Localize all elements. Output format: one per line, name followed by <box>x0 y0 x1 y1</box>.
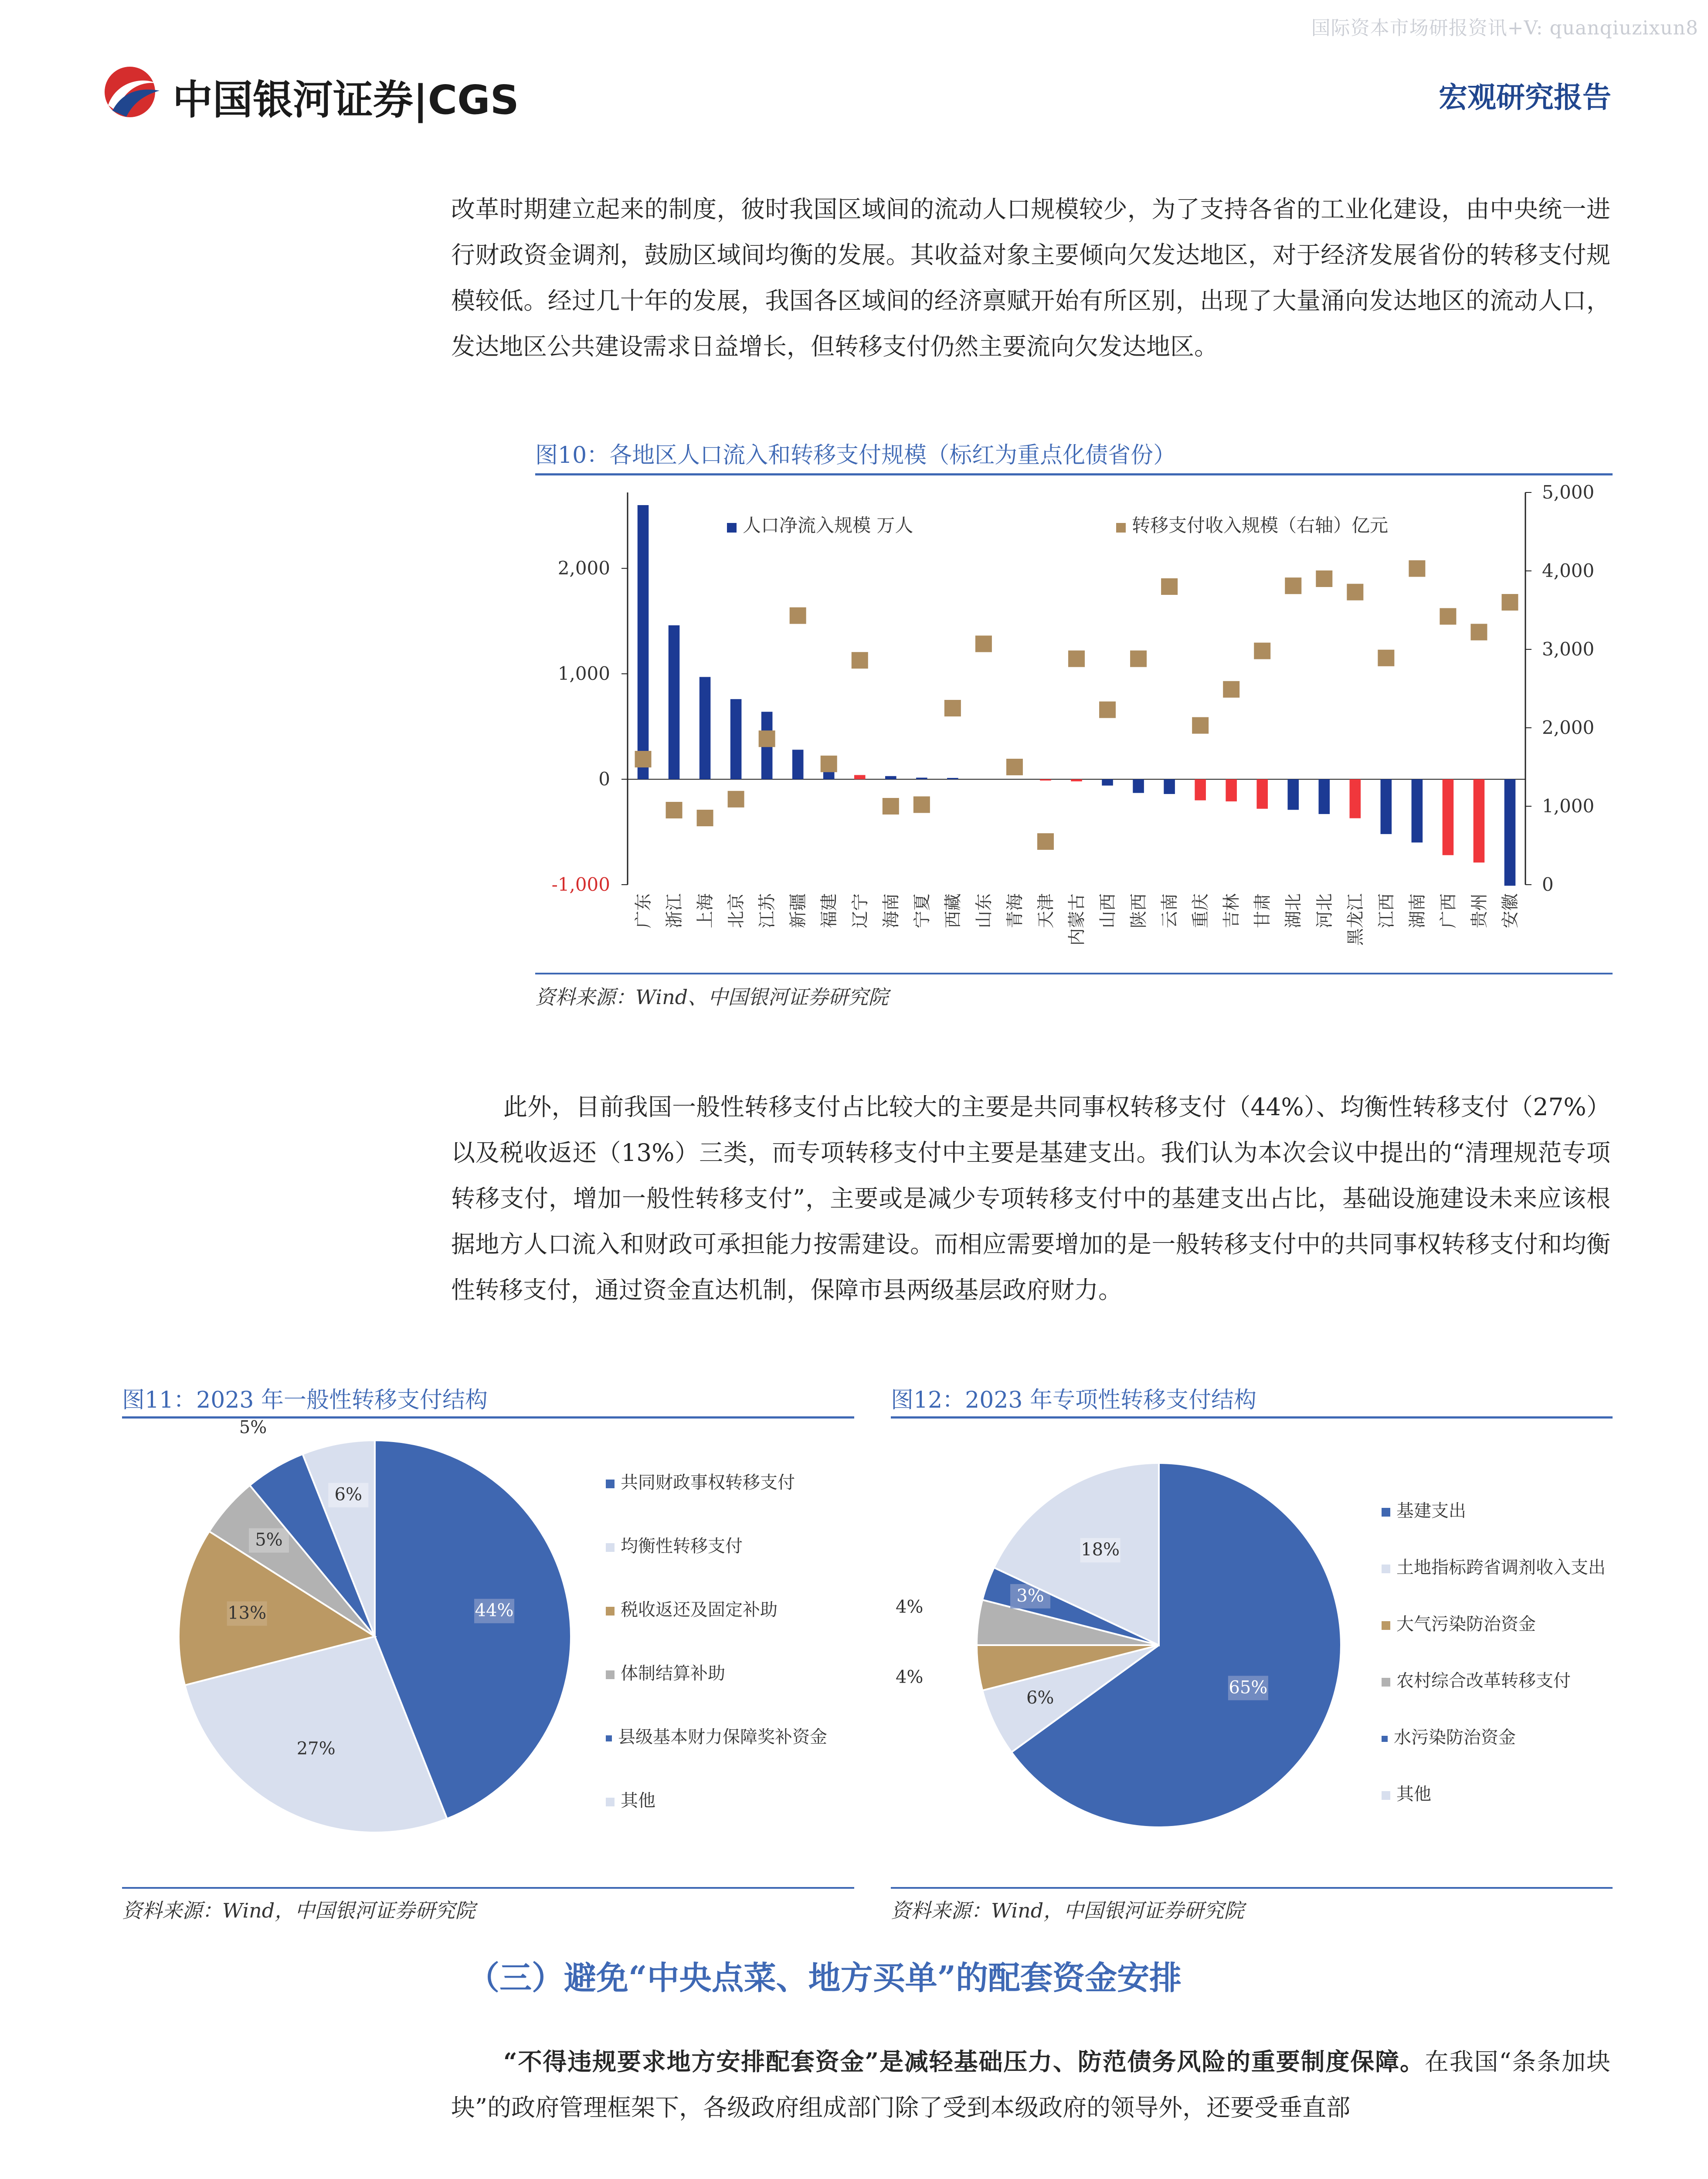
left-tick-label: 0 <box>598 768 610 790</box>
right-tick-label: 5,000 <box>1542 482 1595 503</box>
category-label: 湖北 <box>1284 893 1304 928</box>
dot-海南 <box>883 798 899 815</box>
category-label: 青海 <box>1005 893 1025 928</box>
dot-湖南 <box>1409 560 1425 577</box>
left-tick-label: 1,000 <box>557 663 610 685</box>
bar-黑龙江 <box>1350 779 1361 818</box>
category-label: 广西 <box>1438 893 1459 928</box>
fig11-source: 资料来源：Wind，中国银河证券研究院 <box>122 1899 475 1922</box>
pie-label-4%: 4% <box>895 1667 924 1687</box>
right-tick-label: 0 <box>1542 874 1554 895</box>
fig11-bottom-rule <box>122 1887 854 1889</box>
dot-黑龙江 <box>1347 584 1363 601</box>
legend-item <box>1382 1554 1606 1578</box>
fig12-source: 资料来源：Wind，中国银河证券研究院 <box>891 1899 1244 1922</box>
legend-label: 体制结算补助 <box>621 1663 725 1683</box>
legend-swatch <box>606 1798 615 1806</box>
legend-label: 县级基本财力保障奖补资金 <box>618 1727 827 1747</box>
bar-湖南 <box>1412 779 1423 842</box>
dot-浙江 <box>666 802 683 818</box>
category-label: 山西 <box>1098 893 1118 928</box>
pie-label-6%: 6% <box>334 1484 363 1505</box>
legend-item <box>1382 1780 1431 1805</box>
category-label: 河北 <box>1314 893 1335 928</box>
dot-吉林 <box>1223 681 1239 698</box>
fig12-legend <box>1382 1497 1608 1854</box>
category-label: 山东 <box>974 893 994 928</box>
bar-海南 <box>885 776 896 779</box>
bar-重庆 <box>1195 779 1206 800</box>
legend-label: 大气污染防治资金 <box>1396 1614 1536 1634</box>
bar-安徽 <box>1504 779 1516 886</box>
legend-swatch <box>1382 1621 1390 1630</box>
legend-label: 共同财政事权转移支付 <box>621 1473 795 1493</box>
right-tick-label: 2,000 <box>1542 717 1595 738</box>
category-label: 北京 <box>726 893 747 928</box>
bar-宁夏 <box>916 777 927 779</box>
pie-label-13%: 13% <box>228 1603 267 1623</box>
brand-logo <box>99 64 548 123</box>
dot-北京 <box>728 791 744 808</box>
fig11-top-rule <box>122 1416 854 1419</box>
section-title: （三）避免“中央点菜、地方买单”的配套资金安排 <box>467 1959 1182 1997</box>
dot-云南 <box>1161 578 1178 595</box>
category-label: 江西 <box>1376 893 1397 928</box>
watermark-text: 国际资本市场研报资讯+V: quanqiuzixun8 <box>1311 17 1698 39</box>
legend-item <box>606 1787 655 1812</box>
dot-重庆 <box>1192 717 1209 734</box>
legend-label: 土地指标跨省调剂收入支出 <box>1396 1558 1606 1578</box>
legend-swatch <box>606 1543 615 1552</box>
fig12-top-rule <box>891 1416 1613 1419</box>
bar-新疆 <box>792 750 804 779</box>
category-label: 西藏 <box>943 893 963 928</box>
body-paragraph-1: 改革时期建立起来的制度，彼时我国区域间的流动人口规模较少，为了支持各省的工业化建设，由中央统一进行财政资金调剂，鼓励区域间均衡的发展。其收益对象主要倾向欠发达地区，对于经济发展省份的转移支付规模较低。经过几十年的发展，我国各区域间的经济禀赋开始有所区别，出现了大量涌向发达地区的流动人口，发达地区公共建设需求日益增长，但转移支付仍然主要流向欠发达地区。 <box>451 195 1610 360</box>
legend-swatch <box>606 1670 615 1679</box>
fig10-bottom-rule <box>535 973 1613 974</box>
bar-河北 <box>1318 779 1330 814</box>
legend-item <box>606 1660 725 1684</box>
bar-陕西 <box>1133 779 1144 793</box>
legend-swatch <box>1382 1736 1388 1742</box>
fig11-title: 图11：2023 年一般性转移支付结构 <box>122 1387 488 1413</box>
pie-label-4%: 4% <box>895 1597 924 1617</box>
fig12-title: 图12：2023 年专项性转移支付结构 <box>891 1387 1257 1413</box>
dot-新疆 <box>790 608 806 624</box>
legend-item <box>1382 1667 1571 1692</box>
category-label: 甘肃 <box>1253 893 1273 928</box>
legend-swatch <box>1382 1508 1390 1517</box>
legend-label: 其他 <box>1396 1784 1431 1804</box>
dot-内蒙古 <box>1068 651 1085 667</box>
fig10-chart <box>535 479 1613 972</box>
category-label: 安徽 <box>1500 893 1521 928</box>
category-label: 内蒙古 <box>1067 893 1087 946</box>
legend-label: 税收返还及固定补助 <box>621 1600 778 1620</box>
fig11-legend <box>606 1469 850 1852</box>
category-label: 新疆 <box>788 893 808 928</box>
legend-dot-swatch <box>1116 523 1126 533</box>
legend-bar-swatch <box>727 523 737 533</box>
legend-bar-label: 人口净流入规模 万人 <box>743 515 913 536</box>
legend-item <box>1382 1497 1466 1522</box>
fig10-top-rule <box>535 473 1613 475</box>
legend-item <box>1382 1724 1516 1748</box>
category-label: 重庆 <box>1191 893 1211 928</box>
legend-item <box>606 1532 743 1557</box>
legend-label: 农村综合改革转移支付 <box>1396 1671 1571 1691</box>
bar-广西 <box>1443 779 1454 855</box>
category-label: 宁夏 <box>912 893 932 928</box>
dot-湖北 <box>1285 577 1301 594</box>
dot-广东 <box>635 751 652 767</box>
right-tick-label: 3,000 <box>1542 638 1595 660</box>
bar-甘肃 <box>1256 779 1268 809</box>
category-label: 广东 <box>633 893 654 928</box>
report-type: 宏观研究报告 <box>1439 80 1611 114</box>
bar-湖北 <box>1287 779 1299 810</box>
dot-安徽 <box>1501 594 1518 611</box>
category-label: 湖南 <box>1407 893 1428 928</box>
bar-辽宁 <box>854 775 866 779</box>
fig10-title: 图10：各地区人口流入和转移支付规模（标红为重点化债省份） <box>535 442 1176 468</box>
legend-label: 均衡性转移支付 <box>621 1536 743 1556</box>
pie-label-18%: 18% <box>1081 1540 1120 1560</box>
legend-swatch <box>606 1480 615 1488</box>
bar-天津 <box>1040 779 1051 781</box>
category-label: 辽宁 <box>850 893 870 928</box>
dot-山西 <box>1099 702 1116 718</box>
dot-河北 <box>1316 570 1332 587</box>
paragraph3-rest: 在我国“条条加块块”的政府管理框架下，各级政府组成部门除了受到本级政府的领导外，还要受垂直部 <box>451 2048 1610 2121</box>
right-tick-label: 1,000 <box>1542 795 1595 817</box>
bar-内蒙古 <box>1071 779 1082 781</box>
category-label: 云南 <box>1160 893 1180 928</box>
pie-label-6%: 6% <box>1026 1688 1054 1708</box>
dot-广西 <box>1440 608 1456 625</box>
dot-山东 <box>975 635 992 652</box>
left-tick-label: 2,000 <box>557 557 610 579</box>
body-paragraph-3 <box>451 2039 1610 2131</box>
bar-西藏 <box>947 778 958 779</box>
legend-label: 其他 <box>621 1791 655 1811</box>
dot-宁夏 <box>913 796 930 813</box>
dot-陕西 <box>1130 651 1147 667</box>
paragraph3-lead: “不得违规要求地方安排配套资金”是减轻基础压力、防范债务风险的重要制度保障。 <box>503 2047 1425 2076</box>
category-label: 海南 <box>881 893 901 928</box>
fig12-bottom-rule <box>891 1887 1613 1889</box>
left-tick-label: -1,000 <box>551 874 610 895</box>
category-label: 天津 <box>1036 893 1056 928</box>
bar-浙江 <box>669 625 680 779</box>
bar-上海 <box>699 677 711 779</box>
legend-item <box>606 1723 827 1748</box>
cgs-logo-icon <box>99 64 163 120</box>
bar-吉林 <box>1226 779 1237 801</box>
category-label: 福建 <box>819 893 839 928</box>
dot-青海 <box>1006 759 1023 775</box>
legend-dot-label: 转移支付收入规模（右轴）亿元 <box>1132 515 1389 536</box>
pie-label-3%: 3% <box>1016 1585 1044 1606</box>
bar-广东 <box>638 505 649 779</box>
category-label: 浙江 <box>664 893 685 928</box>
dot-上海 <box>697 810 713 826</box>
dot-江苏 <box>759 730 775 747</box>
legend-swatch <box>606 1607 615 1616</box>
legend-item <box>606 1469 795 1493</box>
legend-swatch <box>1382 1678 1390 1687</box>
fig10-source: 资料来源：Wind、中国银河证券研究院 <box>535 985 889 1009</box>
dot-福建 <box>821 756 837 772</box>
dot-江西 <box>1378 650 1394 666</box>
bar-云南 <box>1164 779 1175 794</box>
dot-天津 <box>1037 833 1054 850</box>
bar-贵州 <box>1474 779 1485 862</box>
legend-item <box>1382 1610 1536 1635</box>
legend-swatch <box>1382 1565 1390 1573</box>
legend-label: 水污染防治资金 <box>1394 1728 1516 1748</box>
bar-北京 <box>730 699 742 779</box>
body-paragraph-2: 此外，目前我国一般性转移支付占比较大的主要是共同事权转移支付（44%）、均衡性转移支付（27%）以及税收返还（13%）三类，而专项转移支付中主要是基建支出。我们认为本次会议中提出的“清理规范专项转移支付，增加一般性转移支付”，主要或是减少专项转移支付中的基建支出占比，基础设施建设未来应该根据地方人口流入和财政可承担能力按需建设。而相应需要增加的是一般转移支付中的共同事权转移支付和均衡性转移支付，通过资金直达机制，保障市县两级基层政府财力。 <box>451 1093 1610 1304</box>
category-label: 吉林 <box>1222 893 1242 928</box>
pie-label-5%: 5% <box>239 1417 267 1438</box>
category-label: 陕西 <box>1129 893 1149 928</box>
right-tick-label: 4,000 <box>1542 560 1595 581</box>
category-label: 黑龙江 <box>1345 893 1366 946</box>
brand-name: 中国银河证券|CGS <box>173 77 519 123</box>
bar-江西 <box>1381 779 1392 834</box>
bar-山西 <box>1102 779 1113 786</box>
dot-贵州 <box>1470 624 1487 640</box>
dot-西藏 <box>944 700 961 716</box>
category-label: 上海 <box>695 893 716 928</box>
pie-label-27%: 27% <box>296 1738 336 1759</box>
legend-swatch <box>1382 1791 1390 1800</box>
legend-item <box>606 1596 778 1621</box>
legend-label: 基建支出 <box>1396 1501 1466 1521</box>
pie-label-5%: 5% <box>255 1530 283 1550</box>
dot-辽宁 <box>852 652 868 669</box>
pie-label-44%: 44% <box>475 1600 514 1621</box>
legend-swatch <box>606 1735 612 1741</box>
category-label: 江苏 <box>757 893 778 928</box>
category-label: 贵州 <box>1469 893 1490 928</box>
dot-甘肃 <box>1254 643 1270 659</box>
pie-label-65%: 65% <box>1229 1677 1268 1698</box>
